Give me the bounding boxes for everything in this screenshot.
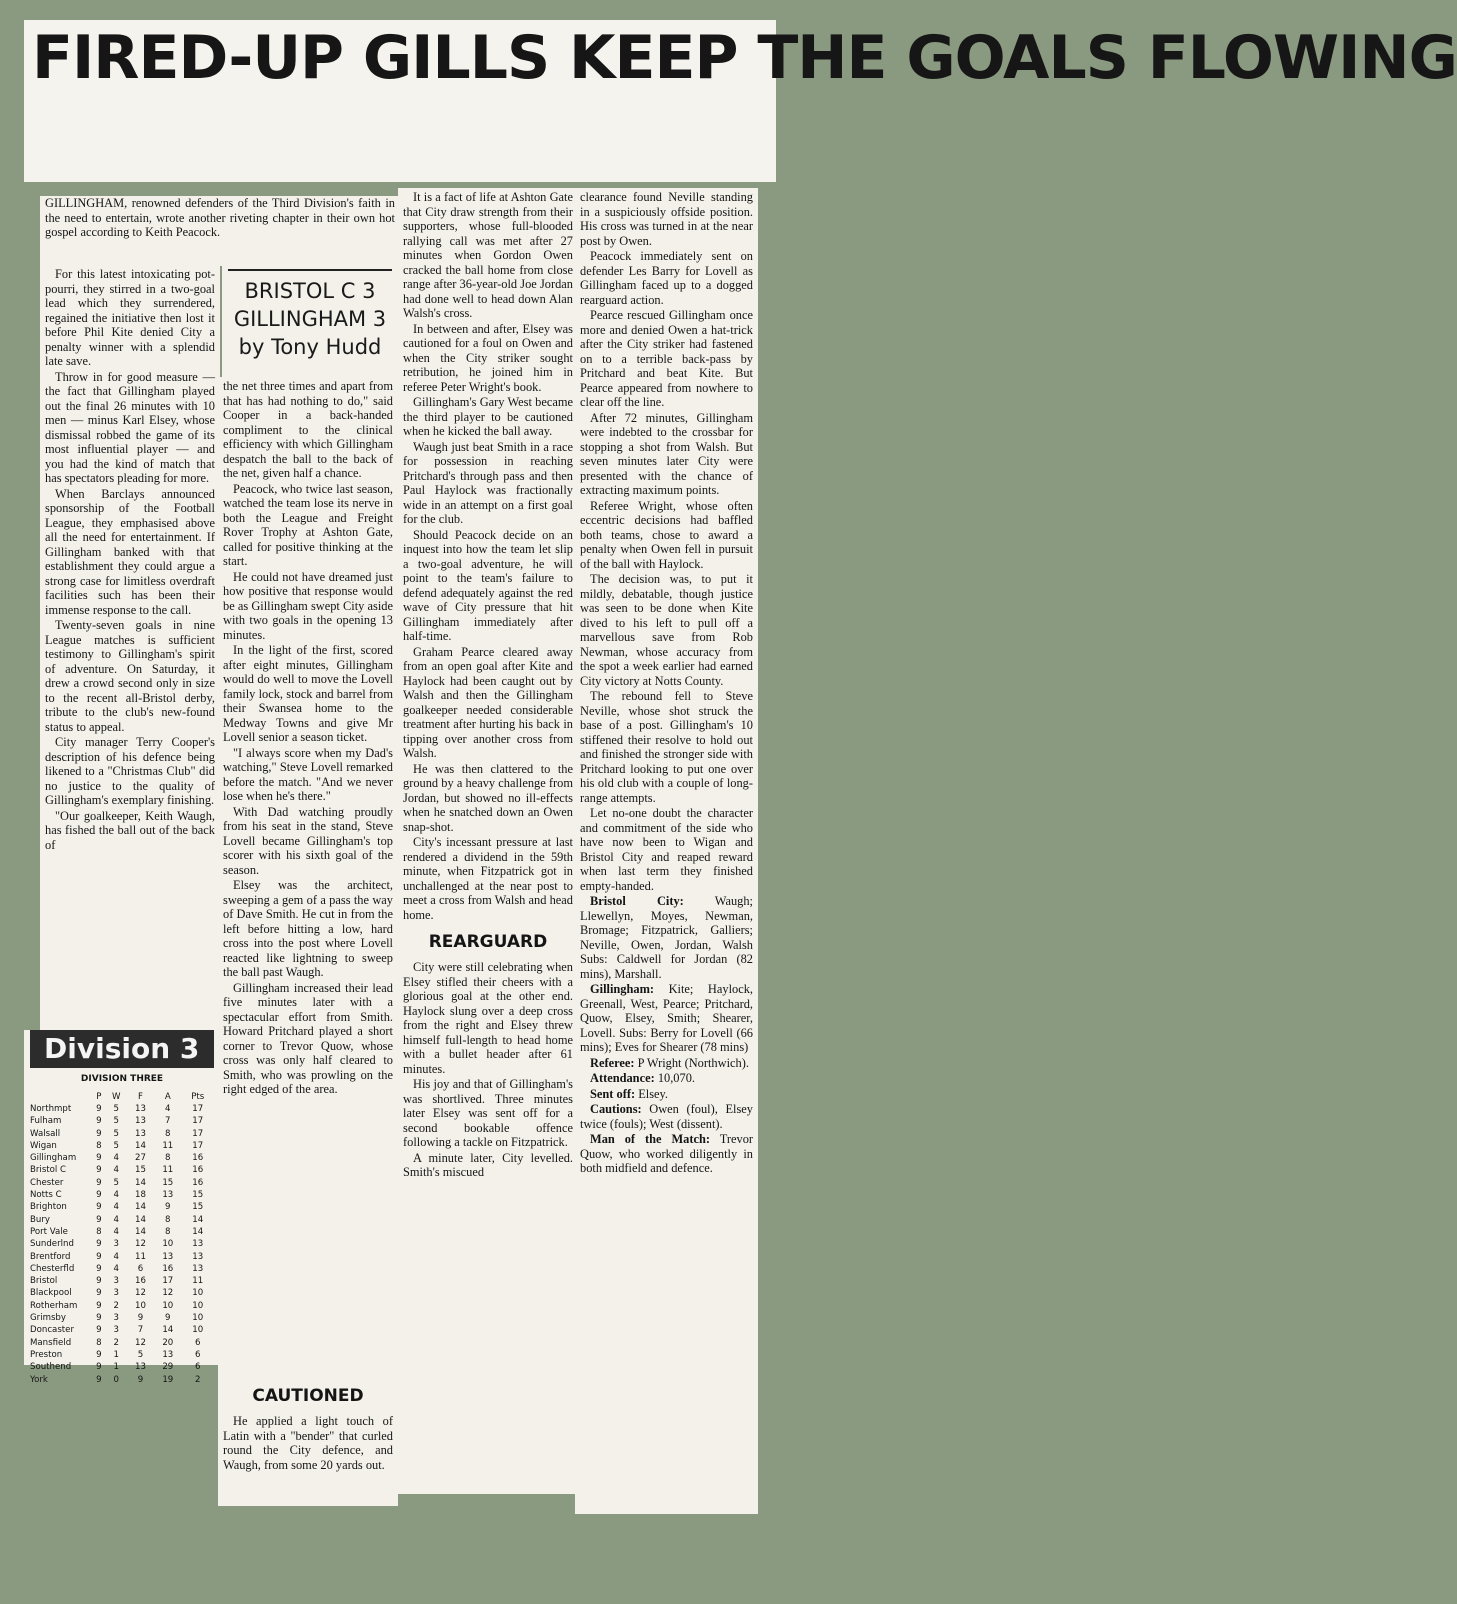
subhead-cautioned: CAUTIONED (252, 1386, 364, 1406)
column-2 (218, 377, 398, 1379)
stat-cell: 3 (113, 1325, 119, 1336)
byline-box (222, 265, 398, 377)
table-row (30, 1115, 214, 1127)
referee-text: P Wright (Northwich). (637, 1055, 749, 1070)
stat-cell: 9 (96, 1202, 102, 1213)
table-row (30, 1337, 214, 1349)
stat-cell: 6 (137, 1263, 144, 1274)
team-lineups (580, 894, 753, 1176)
stat-cell: 9 (165, 1202, 171, 1213)
stat-cell: 4 (113, 1153, 119, 1164)
stat-cell: 6 (194, 1337, 201, 1348)
stat-cell: 9 (96, 1116, 102, 1127)
stat-cell: 4 (113, 1165, 119, 1176)
stat-cell: 9 (96, 1349, 102, 1360)
stat-cell: 8 (96, 1140, 102, 1151)
table-row (30, 1324, 214, 1336)
team-name-cell: Sunderlnd (30, 1239, 74, 1250)
team-name-cell: Brighton (30, 1202, 67, 1213)
table-row (30, 1238, 214, 1250)
article-paragraph: With Dad watching proudly from his seat in the stand, Steve Lovell became Gillingham's top scorer with his sixth goal of the season. (223, 804, 393, 877)
stat-cell: 14 (135, 1214, 146, 1225)
stat-cell: 4 (113, 1263, 119, 1274)
attendance-text: 10,070. (657, 1071, 695, 1085)
subhead-rearguard: REARGUARD (428, 932, 548, 952)
table-row (30, 1251, 214, 1263)
stat-cell: 12 (135, 1337, 146, 1348)
team-name-cell: Chesterfld (30, 1263, 75, 1274)
cautions-label: Cautions: (590, 1102, 642, 1116)
stat-cell: 9 (137, 1313, 144, 1324)
article-paragraph: Let no-one doubt the character and commitment of the side who have now been to Wigan and Bristol City and reaped reward when last term they finished empty-handed. (580, 806, 753, 893)
stat-cell: 4 (113, 1214, 119, 1225)
article-paragraph: When Barclays announced sponsorship of the Football League, they emphasised above all the need for entertainment. If Gillingham banked with that establishment they could argue a strong case for limitless overdraft facilities such has been their immense response to the call. (45, 486, 215, 617)
article-paragraph: A minute later, City levelled. Smith's miscued (403, 1150, 573, 1179)
cautioned-body (223, 1414, 393, 1472)
stat-cell: 17 (162, 1276, 174, 1287)
stat-cell: 9 (96, 1177, 102, 1188)
table-body (30, 1103, 214, 1386)
stat-cell: 5 (113, 1104, 119, 1114)
table-row (30, 1152, 214, 1164)
stat-cell: 14 (162, 1325, 174, 1336)
stat-cell: 4 (113, 1202, 119, 1213)
stat-cell: 13 (135, 1104, 146, 1114)
table-row (30, 1287, 214, 1299)
stat-cell: 17 (192, 1128, 204, 1139)
team-name-cell: Doncaster (30, 1325, 74, 1336)
table-row (30, 1275, 214, 1287)
stat-cell: 13 (162, 1349, 174, 1360)
team-name-cell: Preston (30, 1349, 63, 1360)
article-paragraph: Peacock immediately sent on defender Les Barry for Lovell as Gillingham faced up to a dogged rearguard action. (580, 249, 753, 307)
table-row (30, 1361, 214, 1373)
article-paragraph: Should Peacock decide on an inquest into how the team let slip a two-goal adventure, he will point to the team's failure to defend adequately against the red wave of City pressure that hit Gillingham immediately after half-time. (403, 527, 573, 643)
table-header-cell: F (138, 1092, 143, 1102)
article-paragraph: Waugh just beat Smith in a race for possession in reaching Pritchard's through pass and then Paul Haylock was fractionally wide in an attempt on a first goal for the club. (403, 439, 573, 526)
stat-cell: 15 (192, 1202, 204, 1213)
stat-cell: 17 (192, 1104, 204, 1114)
headline-box (24, 20, 1457, 182)
stat-cell: 10 (162, 1239, 174, 1250)
table-header-cell: Pts (191, 1092, 205, 1102)
stat-cell: 5 (113, 1128, 119, 1139)
stat-cell: 13 (135, 1128, 146, 1139)
stat-cell: 5 (113, 1140, 119, 1151)
article-paragraph: Gillingham's Gary West became the third player to be cautioned when he kicked the ball away. (403, 395, 573, 438)
stat-cell: 19 (162, 1374, 174, 1385)
article-paragraph: Pearce rescued Gillingham once more and denied Owen a hat-trick after the City striker had fastened on to a terrible back-pass by Pritchard and beat Kite. But Pearce appeared from nowhere to clear off the line. (580, 308, 753, 409)
stat-cell: 3 (113, 1239, 119, 1250)
table-title: DIVISION THREE (80, 1074, 164, 1084)
lineup-bristol-text: Waugh; Llewellyn, Moyes, Newman, Bromage; Fitzpatrick, Galliers; Neville, Owen, Jordan, Walsh Subs: Caldwell for Jordan (82 mins), Marshall. (580, 894, 753, 981)
stat-cell: 16 (135, 1276, 146, 1287)
team-name-cell: Blackpool (30, 1288, 72, 1299)
stat-cell: 29 (162, 1362, 174, 1373)
stat-cell: 4 (113, 1251, 119, 1262)
team-name-cell: Gillingham (30, 1153, 77, 1164)
byline-rule (228, 269, 392, 271)
man-of-the-match (580, 1132, 753, 1176)
team-name-cell: Southend (30, 1362, 72, 1373)
stat-cell: 2 (194, 1374, 201, 1385)
article-paragraph: After 72 minutes, Gillingham were indebted to the crossbar for stopping a shot from Walsh. But seven minutes later City were presented with the chance of extracting maximum points. (580, 410, 753, 497)
lead-paragraph-box (40, 196, 400, 266)
table-row (30, 1263, 214, 1275)
table-row (30, 1349, 214, 1361)
article-paragraph: Referee Wright, whose often eccentric decisions had baffled both teams, chose to award a penalty when Owen fell in pursuit of the ball with Haylock. (580, 498, 753, 571)
stat-cell: 9 (96, 1362, 102, 1373)
team-name-cell: Walsall (30, 1128, 61, 1139)
lineup-gillingham-text: Kite; Haylock, Greenall, West, Pearce; Pritchard, Quow, Elsey, Smith; Shearer, Lovell. Subs: Berry for Lovell (66 mins); Eves for Shearer (78 mins) (580, 982, 753, 1054)
column-3 (398, 188, 578, 1494)
column-2-cautioned (218, 1374, 398, 1506)
table-header-cell: P (96, 1092, 102, 1102)
table-header-cell (30, 1092, 92, 1103)
article-paragraph: Elsey was the architect, sweeping a gem of a pass the way of Dave Smith. He cut in from the left before hitting a low, hard cross into the post where Lovell reacted like lightning to sweep the ball past Waugh. (223, 878, 393, 979)
team-name-cell: Brentford (30, 1251, 71, 1262)
league-table-box (24, 1030, 220, 1385)
article-paragraph: He applied a light touch of Latin with a "bender" that curled round the City defence, and Waugh, from some 20 yards out. (223, 1414, 393, 1472)
table-row (30, 1374, 214, 1386)
article-paragraph: City were still celebrating when Elsey stifled their cheers with a glorious goal at the other end. Haylock slung over a deep cross from the right and Elsey threw himself full-length to head home with a bullet header after 61 minutes. (403, 960, 573, 1076)
article-paragraph: It is a fact of life at Ashton Gate that City draw strength from their supporters, whose full-blooded rallying call was met after 27 minutes when Gordon Owen cracked the ball home from close range after 36-year-old Joe Jordan had done well to head down Alan Walsh's cross. (403, 190, 573, 320)
stat-cell: 8 (165, 1128, 171, 1139)
division-banner: Division 3 (30, 1030, 214, 1068)
stat-cell: 9 (96, 1239, 102, 1250)
team-name-cell: Fulham (30, 1116, 62, 1127)
stat-cell: 9 (96, 1251, 102, 1262)
stat-cell: 17 (192, 1116, 204, 1127)
stat-cell: 9 (96, 1128, 102, 1139)
stat-cell: 4 (165, 1104, 171, 1114)
stat-cell: 8 (165, 1214, 171, 1225)
column-3-body (403, 190, 573, 922)
stat-cell: 16 (162, 1263, 174, 1274)
stat-cell: 11 (162, 1165, 174, 1176)
stat-cell: 8 (96, 1226, 102, 1237)
stat-cell: 9 (96, 1288, 102, 1299)
team-name-cell: Chester (30, 1177, 64, 1188)
article-paragraph: Gillingham increased their lead five minutes later with a spectacular effort from Smith. Howard Pritchard played a short corner to Trevor Quow, whose cross was only half cleared to Smith, who was prowling on the right edged of the area. (223, 980, 393, 1096)
table-row (30, 1312, 214, 1324)
article-paragraph: For this latest intoxicating pot-pourri, they stirred in a two-goal lead which they surrendered, regained the initiative then lost it before Phil Kite denied City a penalty winner with a splendid late save. (45, 267, 215, 368)
article-paragraph: Twenty-seven goals in nine League matches is sufficient testimony to Gillingham's spirit of adventure. On Saturday, it drew a crowd second only in size to the recent all-Bristol derby, tribute to the club's new-found status to appeal. (45, 618, 215, 734)
stat-cell: 0 (113, 1374, 119, 1385)
stat-cell: 6 (194, 1362, 201, 1373)
stat-cell: 10 (192, 1300, 204, 1311)
team-name-cell: Wigan (30, 1140, 57, 1151)
stat-cell: 4 (113, 1190, 119, 1201)
stat-cell: 3 (113, 1276, 119, 1287)
sent-off-label: Sent off: (590, 1086, 636, 1101)
stat-cell: 9 (96, 1190, 102, 1201)
sent-off (580, 1087, 753, 1102)
article-paragraph: His joy and that of Gillingham's was shortlived. Three minutes later Elsey was sent off for a second bookable offence following a tackle on Fitzpatrick. (403, 1077, 573, 1149)
stat-cell: 11 (192, 1276, 204, 1287)
stat-cell: 8 (165, 1153, 171, 1164)
team-name-cell: Bury (30, 1214, 50, 1225)
stat-cell: 6 (194, 1349, 201, 1360)
table-header-cell: W (111, 1092, 121, 1102)
referee-label: Referee: (590, 1055, 635, 1070)
article-paragraph: "Our goalkeeper, Keith Waugh, has fished the ball out of the back of (45, 808, 215, 852)
stat-cell: 9 (96, 1374, 102, 1385)
lineup-gillingham-label: Gillingham: (590, 982, 655, 996)
stat-cell: 16 (192, 1165, 204, 1176)
stat-cell: 5 (137, 1349, 144, 1360)
lineup-bristol-label: Bristol City: (590, 894, 684, 908)
score-gillingham: GILLINGHAM 3 (233, 307, 387, 331)
stat-cell: 3 (113, 1288, 119, 1299)
stat-cell: 13 (192, 1251, 204, 1262)
cautions (580, 1102, 753, 1131)
sent-off-text: Elsey. (638, 1086, 669, 1101)
stat-cell: 7 (165, 1116, 171, 1127)
article-paragraph: The decision was, to put it mildly, debatable, though justice was seen to be done when Kite dived to his left to pull off a marvellous save from Rob Newman, whose accuracy from the spot a week earlier had earned City victory at Notts County. (580, 572, 753, 688)
stat-cell: 9 (96, 1300, 102, 1311)
stat-cell: 5 (113, 1177, 119, 1188)
stat-cell: 9 (137, 1374, 144, 1385)
league-table (30, 1092, 214, 1386)
article-paragraph: "I always score when my Dad's watching," Steve Lovell remarked before the match. "And we never lose when he's there." (223, 745, 393, 803)
column-1 (40, 265, 220, 1035)
article-paragraph: Peacock, who twice last season, watched the team lose its nerve in both the League and Freight Rover Trophy at Ashton Gate, called for positive thinking at the start. (223, 481, 393, 568)
lineup-bristol (580, 894, 753, 981)
stat-cell: 9 (96, 1276, 102, 1287)
table-row (30, 1226, 214, 1238)
motm-text: Trevor Quow, who worked diligently in both midfield and defence. (580, 1132, 754, 1175)
stat-cell: 9 (96, 1165, 102, 1176)
referee (580, 1056, 753, 1071)
stat-cell: 15 (135, 1165, 146, 1176)
article-paragraph: He was then clattered to the ground by a heavy challenge from Jordan, but showed no ill-effects when he snatched down an Owen snap-shot. (403, 761, 573, 834)
byline-author: by Tony Hudd (238, 335, 382, 359)
team-name-cell: Rotherham (30, 1300, 78, 1311)
stat-cell: 10 (135, 1300, 146, 1311)
team-name-cell: Bristol C (30, 1165, 67, 1176)
stat-cell: 16 (192, 1177, 204, 1188)
article-paragraph: City manager Terry Cooper's description of his defence being likened to a "Christmas Club" did no justice to the quality of Gillingham's exemplary finishing. (45, 735, 215, 807)
stat-cell: 11 (135, 1251, 146, 1262)
article-paragraph: the net three times and apart from that has had nothing to do," said Cooper in a back-handed compliment to the clinical efficiency with which Gillingham despatch the ball to the back of the net, given half a chance. (223, 379, 393, 480)
stat-cell: 13 (135, 1362, 146, 1373)
stat-cell: 2 (113, 1337, 119, 1348)
stat-cell: 12 (162, 1288, 174, 1299)
team-name-cell: Grimsby (30, 1313, 66, 1324)
stat-cell: 8 (165, 1226, 171, 1237)
table-row (30, 1103, 214, 1115)
table-row (30, 1189, 214, 1201)
stat-cell: 5 (113, 1116, 119, 1127)
table-header-row (30, 1092, 214, 1103)
lead-paragraph: GILLINGHAM, renowned defenders of the Third Division's faith in the need to entertain, wrote another riveting chapter in their own hot gospel according to Keith Peacock. (45, 196, 395, 239)
stat-cell: 8 (96, 1337, 102, 1348)
stat-cell: 13 (192, 1239, 204, 1250)
stat-cell: 12 (135, 1239, 146, 1250)
stat-cell: 12 (135, 1288, 146, 1299)
article-paragraph: Graham Pearce cleared away from an open goal after Kite and Haylock had been caught out by Walsh and then the Gillingham goalkeeper needed considerable treatment after hurting his back in tipping over another cross from Walsh. (403, 644, 573, 760)
table-row (30, 1300, 214, 1312)
stat-cell: 4 (113, 1226, 119, 1237)
article-paragraph: In between and after, Elsey was cautioned for a foul on Owen and when the City striker sought retribution, he joined him in referee Peter Wright's book. (403, 321, 573, 394)
table-row (30, 1177, 214, 1189)
stat-cell: 14 (135, 1202, 146, 1213)
stat-cell: 11 (162, 1140, 174, 1151)
team-name-cell: Northmpt (30, 1104, 72, 1114)
attendance-label: Attendance: (590, 1071, 655, 1085)
cautions-text: Owen (foul), Elsey twice (fouls); West (dissent). (580, 1102, 753, 1131)
stat-cell: 15 (192, 1190, 204, 1201)
article-paragraph: The rebound fell to Steve Neville, whose shot struck the base of a post. Gillingham's 10 stiffened their resolve to hold out and finished the stronger side with Pritchard looking to put one over his old club with a couple of long-range attempts. (580, 689, 753, 805)
stat-cell: 20 (162, 1337, 174, 1348)
team-name-cell: Bristol (30, 1276, 58, 1287)
stat-cell: 14 (135, 1177, 146, 1188)
article-paragraph: City's incessant pressure at last rendered a dividend in the 59th minute, when Fitzpatrick got in unchallenged at the near post to meet a cross from Walsh and head home. (403, 835, 573, 922)
stat-cell: 13 (162, 1251, 174, 1262)
stat-cell: 16 (192, 1153, 204, 1164)
stat-cell: 13 (135, 1116, 146, 1127)
headline: FIRED-UP GILLS KEEP THE GOALS FLOWING (32, 23, 1457, 93)
stat-cell: 27 (135, 1153, 146, 1164)
table-row (30, 1201, 214, 1213)
stat-cell: 10 (162, 1300, 174, 1311)
stat-cell: 14 (135, 1140, 146, 1151)
stat-cell: 14 (135, 1226, 146, 1237)
team-name-cell: York (30, 1374, 48, 1385)
team-name-cell: Notts C (30, 1190, 62, 1201)
stat-cell: 18 (135, 1190, 146, 1201)
stat-cell: 2 (113, 1300, 119, 1311)
attendance (580, 1071, 753, 1086)
table-header-cell: A (164, 1092, 171, 1102)
stat-cell: 7 (137, 1325, 144, 1336)
stat-cell: 15 (162, 1177, 174, 1188)
column-4 (575, 188, 758, 1514)
article-paragraph: He could not have dreamed just how positive that response would be as Gillingham swept City aside with two goals in the opening 13 minutes. (223, 569, 393, 642)
stat-cell: 10 (192, 1288, 204, 1299)
stat-cell: 13 (162, 1190, 174, 1201)
team-name-cell: Port Vale (30, 1226, 68, 1237)
stat-cell: 10 (192, 1325, 204, 1336)
stat-cell: 9 (96, 1104, 102, 1114)
stat-cell: 9 (96, 1313, 102, 1324)
table-row (30, 1128, 214, 1140)
stat-cell: 9 (96, 1153, 102, 1164)
table-row (30, 1214, 214, 1226)
motm-label: Man of the Match: (590, 1132, 710, 1146)
team-name-cell: Mansfield (30, 1337, 72, 1348)
lineup-gillingham (580, 982, 753, 1055)
table-row (30, 1140, 214, 1152)
stat-cell: 10 (192, 1313, 204, 1324)
table-row (30, 1164, 214, 1176)
stat-cell: 1 (113, 1349, 119, 1360)
article-paragraph: Throw in for good measure — the fact that Gillingham played out the final 26 minutes with 10 men — minus Karl Elsey, whose dismissal robbed the game of its most influential player — and you had the kind of match that has spectators pleading for more. (45, 369, 215, 485)
article-paragraph: In the light of the first, scored after eight minutes, Gillingham would do well to move the Lovell family lock, stock and barrel from their Swansea home to the Medway Towns and give Mr Lovell senior a season ticket. (223, 643, 393, 744)
stat-cell: 3 (113, 1313, 119, 1324)
stat-cell: 17 (192, 1140, 204, 1151)
stat-cell: 13 (192, 1263, 204, 1274)
stat-cell: 1 (113, 1362, 119, 1373)
stat-cell: 14 (192, 1226, 204, 1237)
stat-cell: 9 (96, 1325, 102, 1336)
stat-cell: 14 (192, 1214, 204, 1225)
stat-cell: 9 (96, 1263, 102, 1274)
stat-cell: 9 (96, 1214, 102, 1225)
article-paragraph: clearance found Neville standing in a suspiciously offside position. His cross was turned in at the near post by Owen. (580, 190, 753, 248)
rearguard-body (403, 960, 573, 1180)
score-bristol: BRISTOL C 3 (244, 279, 376, 303)
column-4-body (580, 190, 753, 893)
stat-cell: 9 (165, 1313, 171, 1324)
